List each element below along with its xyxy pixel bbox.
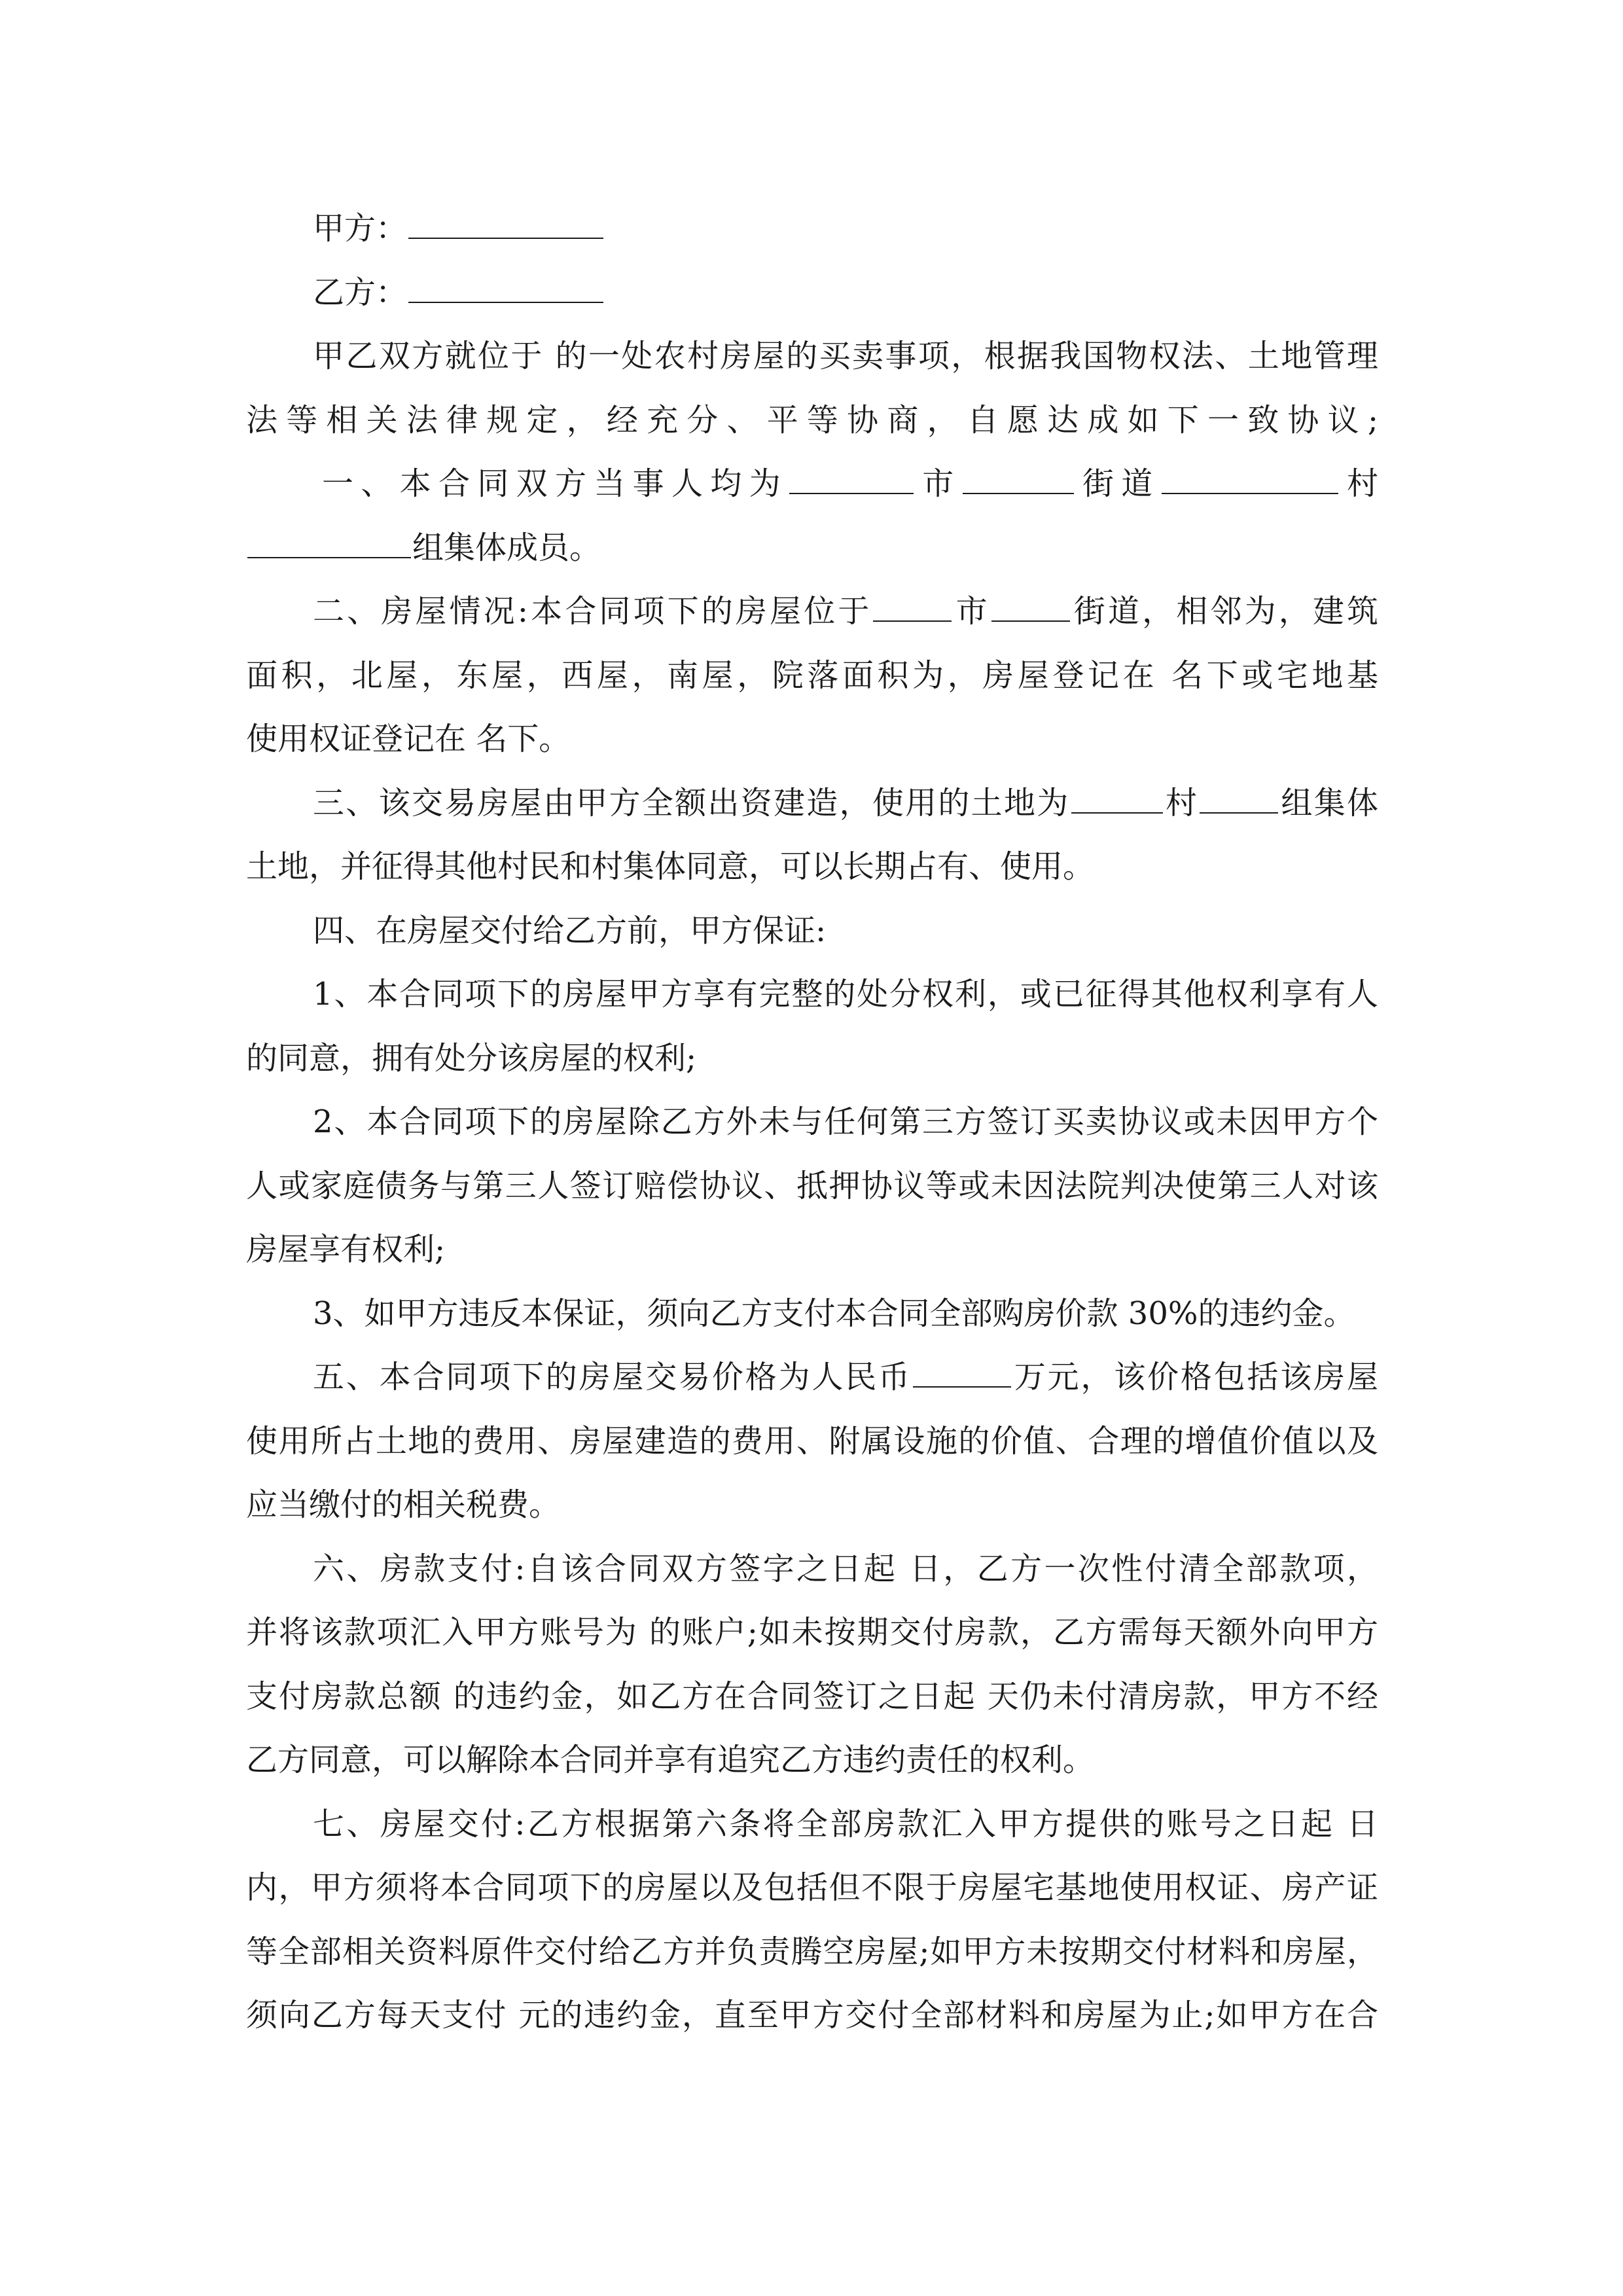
blank-field — [1071, 772, 1163, 814]
party-a-label: 甲方： — [313, 210, 408, 247]
clause-text: 村 — [1339, 465, 1378, 502]
body-line: 使用权证登记在 名下。 — [246, 721, 571, 757]
party-b-label: 乙方： — [313, 274, 408, 311]
clause-text: 村 — [1164, 785, 1199, 821]
clause-text: 组集体 — [1279, 785, 1378, 821]
blank-field — [1162, 452, 1338, 494]
body-line: 并将该款项汇入甲方账号为 的账户;如未按期交付房款，乙方需每天额外向甲方 — [246, 1614, 1378, 1651]
body-line: 乙方同意，可以解除本合同并享有追究乙方违约责任的权利。 — [246, 1742, 1095, 1778]
clause-text: 三、该交易房屋由甲方全额出资建造，使用的土地为 — [313, 785, 1070, 821]
body-line: 六、房款支付:自该合同双方签字之日起 日，乙方一次性付清全部款项， — [313, 1551, 1378, 1587]
clause-text: 万元，该价格包括该房屋 — [1012, 1359, 1378, 1395]
body-line: 七、房屋交付:乙方根据第六条将全部房款汇入甲方提供的账号之日起 日 — [313, 1806, 1378, 1842]
blank-field — [963, 452, 1074, 494]
clause-text: 市 — [953, 593, 990, 630]
party-b-line — [313, 260, 1378, 325]
body-line: 应当缴付的相关税费。 — [246, 1486, 561, 1523]
party-a-line — [313, 196, 1378, 260]
clause-1-line — [322, 452, 1378, 516]
clause-text: 街道，相邻为，建筑 — [1071, 593, 1378, 630]
body-line: 四、在房屋交付给乙方前，甲方保证: — [313, 912, 827, 949]
clause-5-line — [313, 1345, 1378, 1409]
body-line: 内，甲方须将本合同项下的房屋以及包括但不限于房屋宅基地使用权证、房产证 — [246, 1869, 1378, 1906]
body-line: 的同意，拥有处分该房屋的权利; — [246, 1040, 697, 1077]
clause-text: 市 — [914, 465, 961, 502]
blank-field — [1200, 772, 1278, 814]
clause-text: 五、本合同项下的房屋交易价格为人民币 — [313, 1359, 912, 1395]
blank-field — [873, 580, 952, 622]
body-line: 法等相关法律规定，经充分、平等协商，自愿达成如下一致协议; — [246, 402, 1378, 439]
body-line: 2、本合同项下的房屋除乙方外未与任何第三方签订买卖协议或未因甲方个 — [313, 1103, 1378, 1140]
body-line: 面积，北屋，东屋，西屋，南屋，院落面积为，房屋登记在 名下或宅地基 — [246, 657, 1378, 694]
clause-3-line — [313, 771, 1378, 835]
clause-text: 一、本合同双方当事人均为 — [322, 465, 788, 502]
body-line: 须向乙方每天支付 元的违约金，直至甲方交付全部材料和房屋为止;如甲方在合 — [246, 1997, 1378, 2034]
clause-text: 组集体成员。 — [412, 529, 601, 566]
party-b-blank — [408, 261, 603, 303]
clause-text: 街道 — [1075, 465, 1160, 502]
blank-field — [789, 452, 914, 494]
body-line: 支付房款总额 的违约金，如乙方在合同签订之日起 天仍未付清房款，甲方不经 — [246, 1678, 1378, 1715]
body-line: 3、如甲方违反本保证，须向乙方支付本合同全部购房价款 30%的违约金。 — [313, 1295, 1355, 1332]
body-line: 等全部相关资料原件交付给乙方并负责腾空房屋;如甲方未按期交付材料和房屋， — [246, 1933, 1378, 1970]
blank-field — [991, 580, 1070, 622]
blank-field — [913, 1346, 1011, 1388]
body-line: 1、本合同项下的房屋甲方享有完整的处分权利，或已征得其他权利享有人 — [313, 976, 1378, 1013]
party-a-blank — [408, 197, 603, 239]
body-line: 甲乙双方就位于 的一处农村房屋的买卖事项，根据我国物权法、土地管理 — [313, 338, 1378, 374]
body-line: 土地，并征得其他村民和村集体同意，可以长期占有、使用。 — [246, 848, 1095, 885]
clause-2-line — [313, 579, 1378, 643]
body-line: 使用所占土地的费用、房屋建造的费用、附属设施的价值、合理的增值价值以及 — [246, 1423, 1378, 1460]
blank-field — [247, 516, 411, 558]
body-line: 房屋享有权利; — [246, 1231, 446, 1268]
body-line: 人或家庭债务与第三人签订赔偿协议、抵押协议等或未因法院判决使第三人对该 — [246, 1168, 1378, 1204]
clause-text: 二、房屋情况:本合同项下的房屋位于 — [313, 593, 872, 630]
clause-1-line-2 — [246, 516, 1378, 580]
